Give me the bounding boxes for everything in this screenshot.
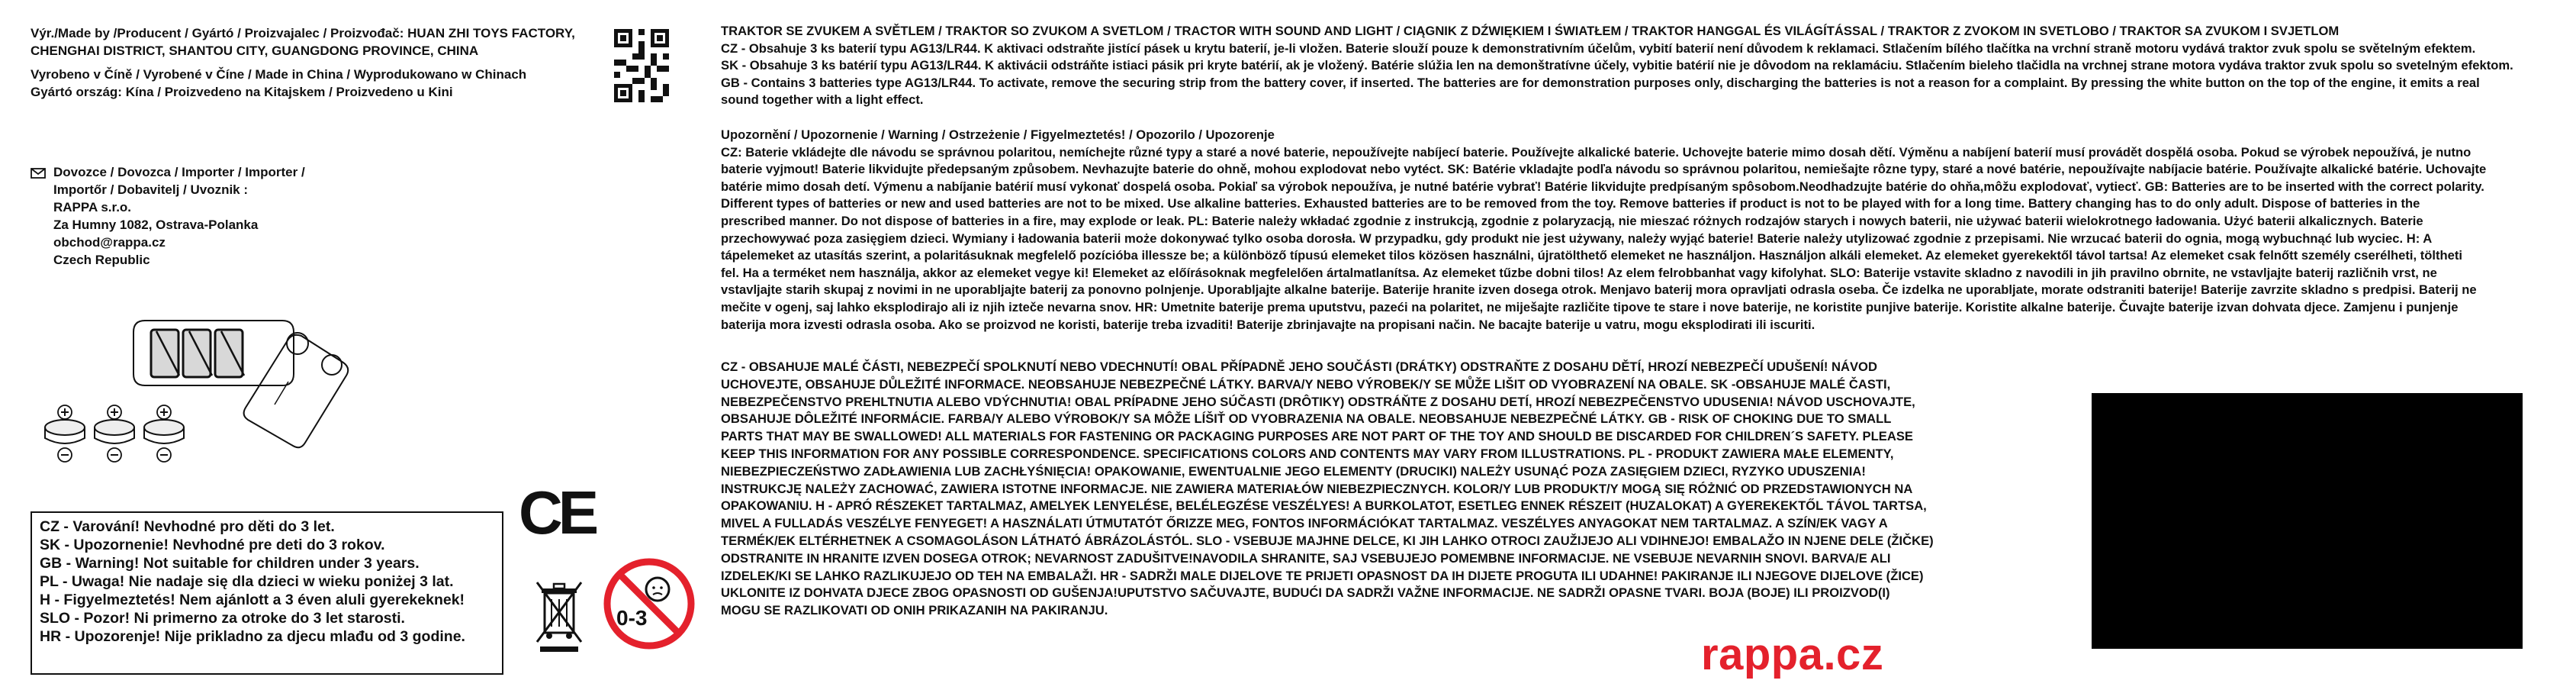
warning-line: tápelemeket az utasítás szerint, a polaritásuknak megfelelő pozícióba illessze be; a különböző típusú elemeket tilos közösen használni, újratölthető elemeket ne használjon. Használjon alkáli elemeket. Az elemeket gyerekektől távol tartsa! Az elemeket csak felnőtt személy cserélheti, töltheti [721, 248, 2463, 263]
battery-warnings [721, 127, 2552, 334]
age-warning-line: GB - Warning! Not suitable for children under 3 years. [40, 555, 420, 572]
age-restriction-sign [603, 557, 696, 650]
small-parts-line: KEEP THIS INFORMATION FOR ANY POSSIBLE CORRESPONDENCE. SPECIFICATIONS COLORS AND CONTENTS MAY VARY FROM ILLUSTRATIONS. PL - PRODUKT ZAWIERA MAŁE ELEMENTY, [721, 446, 1894, 461]
age-warning-line: HR - Upozorenje! Nije prikladno za djecu mlađu od 3 godine. [40, 628, 465, 645]
ce-mark: CE [519, 479, 595, 547]
small-parts-line: PARTS THAT MAY BE SWALLOWED! ALL MATERIALS FOR FASTENING OR PACKAGING PURPOSES ARE NOT PART OF THE TOY AND SHOULD BE DISCARDED FOR CHILDREN´S SAFETY. PLEASE [721, 429, 1913, 444]
small-parts-line: NEBEZPEČENSTVO PREHLTNUTIA ALEBO VDÝCHNUTIA! OBAL PRÍPADNE JEHO SÚČASTI (DRÔTIKY) ODSTRÁŇTE Z DOSAHU DETÍ, HROZÍ NEBEZPEČENSTVO UDUSENIA! NÁVOD USCHOVAJTE, [721, 394, 1915, 409]
warning-line: mečite v ogenj, saj lahko eksplodirajo ali iz njih izteče nevarna snov. HR: Umetnite baterije prema uputstvu, pazeći na polaritet, ne miješajte različite tipove te stare i nove baterije, ne koristite punjive baterije. Koristite alkalne baterije. Čuvajte baterije izvan dohvata djece. Zamjenu i punjenje [721, 299, 2459, 314]
plus-icon [157, 405, 171, 419]
warning-line: CZ: Baterie vkládejte dle návodu se správnou polaritou, nemíchejte různé typy a staré a nové baterie, nepoužívejte nabíjecí baterie. Používejte alkalické baterie. Uchovejte baterie mimo dosah dětí. Výměnu a nabíjení baterií musí provádět dospělá osoba. Pokud se výrobek nepoužívá, je nutno [721, 144, 2471, 160]
importer-line: obchod@rappa.cz [53, 235, 166, 250]
minus-icon [58, 448, 72, 462]
age-warning-line: SLO - Pozor! Ni primerno za otroke do 3 let starosti. [40, 610, 405, 627]
small-parts-line: MIVEL A FULLADÁS VESZÉLYE FENYEGET! A HASZNÁLATI ÚTMUTATÓT ŐRIZZE MEG, FONTOS INFORMÁCIÓKAT TARTALMAZ. VESZÉLYES ANYAGOKAT NEM TARTALMAZ. A SZÍN/EK VAGY A [721, 516, 1888, 531]
warning-line: baterija mora izvesti odrasla osoba. Ako se proizvod ne koristi, baterije treba izvaditi! Baterije zbrinjavajte na propisani način. Ne bacajte baterije u vatru, mogu eksplodirati ili iscuriti. [721, 317, 1815, 332]
no-under-3-icon [603, 557, 696, 650]
coin-cell-batteries [45, 420, 184, 443]
manufacturer-info [31, 24, 610, 101]
minus-icon [108, 448, 121, 462]
plus-icon [108, 405, 121, 419]
small-parts-line: TERMÉK/EK ELTÉRHETNEK A CSOMAGOLÁSON LÁTHATÓ ÁBRÁZOLÁSTÓL. SLO - VSEBUJE MAJHNE DELCE, KI JIH LAHKO OTROCI ZAUŽIJEJO ALI VDIHNEJO! EMBALAŽO IN NJENE DELE (ŽIČKE) [721, 533, 1934, 548]
warning-line: vstavljajte starih skupaj z novimi in ne uporabljajte baterij za ponovno polnjenje. Uporabljajte alkalne baterije. Baterije hranite izven dosega otrok. Menjavo baterij mora opravljati odrasla oseba. Če izdelka ne uporabljate, morate odstraniti baterije! Baterije zavrzite skladno s predpisi. Baterij ne [721, 282, 2477, 298]
warning-line: batérie mimo dosah detí. Výmenu a nabíjanie batérií musí vykonať dospelá osoba. Pokiaľ sa výrobok nepoužíva, je nutné batérie vybrať! Batérie likvidujte predpísaným spôsobom.Neodhadzujte batérie do ohňa,môžu explodovať, vytiecť. GB: Batteries are to be inserted with the correct polarity. [721, 179, 2484, 194]
barcode-area [2092, 393, 2523, 649]
small-parts-line: MOGU SE RAZLIKOVATI OD ONIH PRIKAZANIH NA PAKIRANJU. [721, 603, 1108, 618]
battery-cover-illustration [31, 290, 366, 466]
small-parts-line: IZDELEK/KI SE LAHKO RAZLIKUJEJO OD TEH NA EMBALAŽI. HR - SADRŽI MALE DIJELOVE TE PRIJETI OPASNOST DA IH DIJETE PROGUTA ILI UDAHNE! PAKIRANJE ILI NJEGOVE DIJELOVE (ŽICE) [721, 568, 1924, 583]
description-line-cz: CZ - Obsahuje 3 ks baterií typu AG13/LR44. K aktivaci odstraňte jistící pásek u krytu baterií, je-li vložen. Baterie slouží pouze k demonstrativním účelům, vybití baterií není důvodem k reklamaci. Stlačením bílého tlačítka na vrchní straně motoru vydává traktor zvuk spolu se světelným efektem. [721, 40, 2476, 56]
age-warning-line: PL - Uwaga! Nie nadaje się dla dzieci w wieku poniżej 3 lat. [40, 573, 454, 590]
warning-line: baterie vyjmout! Baterie likvidujte předepsaným způsobem. Nevhazujte baterie do ohně, mohou explodovat nebo vytéct. SK: Batérie vkladajte podľa návodu so správnou polaritou, nemiešajte rôzne typy, staré a nové batérie, nepoužívajte nabíjacie batérie. Používajte alkalické batérie. Uchovajte [721, 162, 2487, 177]
description-line-gb-cont: sound together with a light effect. [721, 92, 924, 108]
manufacturer-line: Výr./Made by /Producent / Gyártó / Proizvajalec / Proizvođač: HUAN ZHI TOYS FACTORY, [31, 26, 575, 40]
small-parts-line: OPAKOWANIU. H - APRÓ RÉSZEKET TARTALMAZ, AMELYEK LENYELÉSE, BELÉLEGZÉSE VESZÉLYES! A BURKOLATOT, ESETLEG ENNEK RÉSZEIT (HUZALOKAT) A GYEREKEKTŐL TÁVOL TARTSA, [721, 498, 1927, 514]
age-warning-line: CZ - Varování! Nevhodné pro děti do 3 let. [40, 518, 335, 535]
importer-line: RAPPA s.r.o. [53, 200, 132, 214]
warning-line: fel. Ha a terméket nem használja, akkor az elemeket vegye ki! Elemeket az előírásoknak megfelelően ártalmatlanítsa. Az elemeket tűzbe dobni tilos! Az elem felrobbanhat vagy kifolyhat. SLO: Baterije vstavite skladno z navodili in jih pravilno obrnite, ne vstavljajte baterij različnih vrst, ne [721, 265, 2437, 280]
small-parts-warning [721, 359, 2079, 620]
age-warning-line: SK - Upozornenie! Nevhodné pre deti do 3 rokov. [40, 537, 385, 553]
product-description [721, 23, 2552, 109]
battery-compartment-drawing [133, 321, 308, 385]
envelope-icon [31, 168, 46, 179]
manufacturer-line: Gyártó ország: Kína / Proizvedeno na Kitajskem / Proizvedeno u Kini [31, 85, 453, 99]
warning-line: prescribed manner. Do not dispose of batteries in a fire, may explode or leak. PL: Baterie należy wkładać zgodnie z instrukcją, zgodnie z polaryzacją, nie mieszać różnych rodzajów starych i nowych baterii, nie używać baterii wielokrotnego ładowania. Użyć baterii alkalicznych. Baterie [721, 213, 2423, 228]
small-parts-line: UCHOVEJTE, OBSAHUJE DŮLEŽITÉ INFORMACE. NEOBSAHUJE NEBEZPEČNÉ LÁTKY. BARVA/Y NEBO VÝROBEK/Y SE MŮŽE LIŠIT OD VYOBRAZENÍ NA OBALE. SK -OBSAHUJE MALÉ ČASTI, [721, 376, 1891, 392]
importer-info [53, 163, 359, 269]
small-parts-line: INSTRUKCJĘ NALEŻY ZACHOWAĆ, ZAWIERA ISTOTNE INFORMACJE. NIE ZAWIERA MATERIAŁÓW NIEBEZPIECZNYCH. KOLOR/Y LUB PRODUKT/Y MOGĄ SIĘ RÓŻNIĆ OD PRZEDSTAWIONYCH NA [721, 481, 1913, 496]
importer-line: Za Humny 1082, Ostrava-Polanka [53, 218, 259, 232]
age-label: 0-3 [616, 606, 648, 630]
warning-line: Different types of batteries or new and used batteries are not to be mixed. Use alkaline batteries. Exhausted batteries are to be removed from the toy. Remove batteries if product is not to be played with for a long time. Battery changing has to do only adult. Dispose of batteries in the [721, 196, 2420, 211]
small-parts-line: UKLONITE IZ DOHVATA DJECE ZBOG OPASNOSTI OD GUŠENJA!UPUTSTVO SAČUVAJTE, BUDUĆI DA SADRŽI VAŽNE INFORMACIJE. NE SADRŽI OPASNE TVARI. BOJA (BOJE) ILI PROIZVOD(I) [721, 585, 1890, 601]
importer-line: Dovozce / Dovozca / Importer / Importer / [53, 165, 305, 179]
manufacturer-line: Vyrobeno v Číně / Vyrobené v Číne / Made in China / Wyprodukowano w Chinach [31, 67, 527, 82]
warning-line: przechowywać poza zasięgiem dzieci. Wymiany i ładowania baterii może dokonywać tylko osoba dorosła. W przypadku, gdy produkt nie jest używany, należy wyjąć baterie! Baterie należy utylizować zgodnie z przepisami. Nie wrzucać baterii do ognia, mogą wybuchnąć lub wyciec. H: A [721, 231, 2433, 246]
importer-line: Czech Republic [53, 253, 150, 267]
manufacturer-line: CHENGHAI DISTRICT, SHANTOU CITY, GUANGDONG PROVINCE, CHINA [31, 44, 479, 58]
product-title: TRAKTOR SE ZVUKEM A SVĚTLEM / TRAKTOR SO ZVUKOM A SVETLOM / TRACTOR WITH SOUND AND LIGHT / CIĄGNIK Z DŹWIĘKIEM I ŚWIATŁEM / TRAKTOR HANGGAL ÉS VILÁGÍTÁSSAL / TRAKTOR Z ZVOKOM IN SVETLOBO / TRAKTOR SA ZVUKOM I SVJETLOM [721, 24, 2340, 38]
qr-code-icon [614, 27, 669, 104]
importer-line: Importőr / Dobavitelj / Uvoznik : [53, 182, 249, 197]
description-line-gb: GB - Contains 3 batteries type AG13/LR44. To activate, remove the securing strip from the battery cover, if inserted. The batteries are for demonstration purposes only, discharging the batteries is not a reason for a complaint. By pressing the white button on the top of the engine, it emits a real [721, 75, 2480, 90]
plus-icon [58, 405, 72, 419]
small-parts-line: OBSAHUJE DÔLEŽITÉ INFORMÁCIE. FARBA/Y ALEBO VÝROBOK/Y SA MÔŽE LÍŠIŤ OD VYOBRAZENIA NA OBALE. NEOBSAHUJE NEBEZPEČNÉ LÁTKY. GB - RISK OF CHOKING DUE TO SMALL [721, 411, 1892, 427]
age-warning-box [31, 511, 503, 675]
small-parts-line: NIEBEZPIECZEŃSTWO ZADŁAWIENIA LUB ZACHŁYŚNIĘCIA! OPAKOWANIE, EWENTUALNIE JEGO ELEMENTY (DRUCIKI) NALEŻY USUNĄĆ POZA ZASIĘGIEM DZIECI, RYZYKO UDUSZENIA! [721, 463, 1866, 479]
minus-icon [157, 448, 171, 462]
description-line-sk: SK - Obsahuje 3 ks batérií typu AG13/LR44. K aktivácii odstráňte istiaci pásik pri kryte batérií, ak je vložený. Batérie slúžia len na demonštratívne účely, vybitie batérií nie je dôvodom na reklamáciu. Stlačením bieleho tlačidla na vrchnej strane motora vydáva traktor zvuk spolu so svetelným efektom. [721, 58, 2513, 73]
age-warning-line: H - Figyelmeztetés! Nem ajánlott a 3 éven aluli gyerekeknek! [40, 592, 465, 608]
weee-crossed-bin-icon [534, 576, 584, 653]
warnings-heading: Upozornění / Upozornenie / Warning / Ostrzeżenie / Figyelmeztetés! / Opozorilo / Upozorenje [721, 127, 1275, 142]
small-parts-line: CZ - OBSAHUJE MALÉ ČÁSTI, NEBEZPEČÍ SPOLKNUTÍ NEBO VDECHNUTÍ! OBAL PŘÍPADNĚ JEHO SOUČÁSTI (DRÁTKY) ODSTRAŇTE Z DOSAHU DĚTÍ, HROZÍ NEBEZPEČÍ UDUŠENÍ! NÁVOD [721, 360, 1877, 374]
small-parts-line: ODSTRANITE IN HRANITE IZVEN DOSEGA OTROK; NEVARNOST ZADUŠITVE!NAVODILA SHRANITE, SAJ VSEBUJEJO POMEMBNE INFORMACIJE. NE VSEBUJE NEVARNIH SNOVI. BARVA/E ALI [721, 550, 1891, 566]
battery-cover-drawing [244, 335, 349, 447]
rappa-logo: rappa.cz [1701, 630, 1884, 679]
